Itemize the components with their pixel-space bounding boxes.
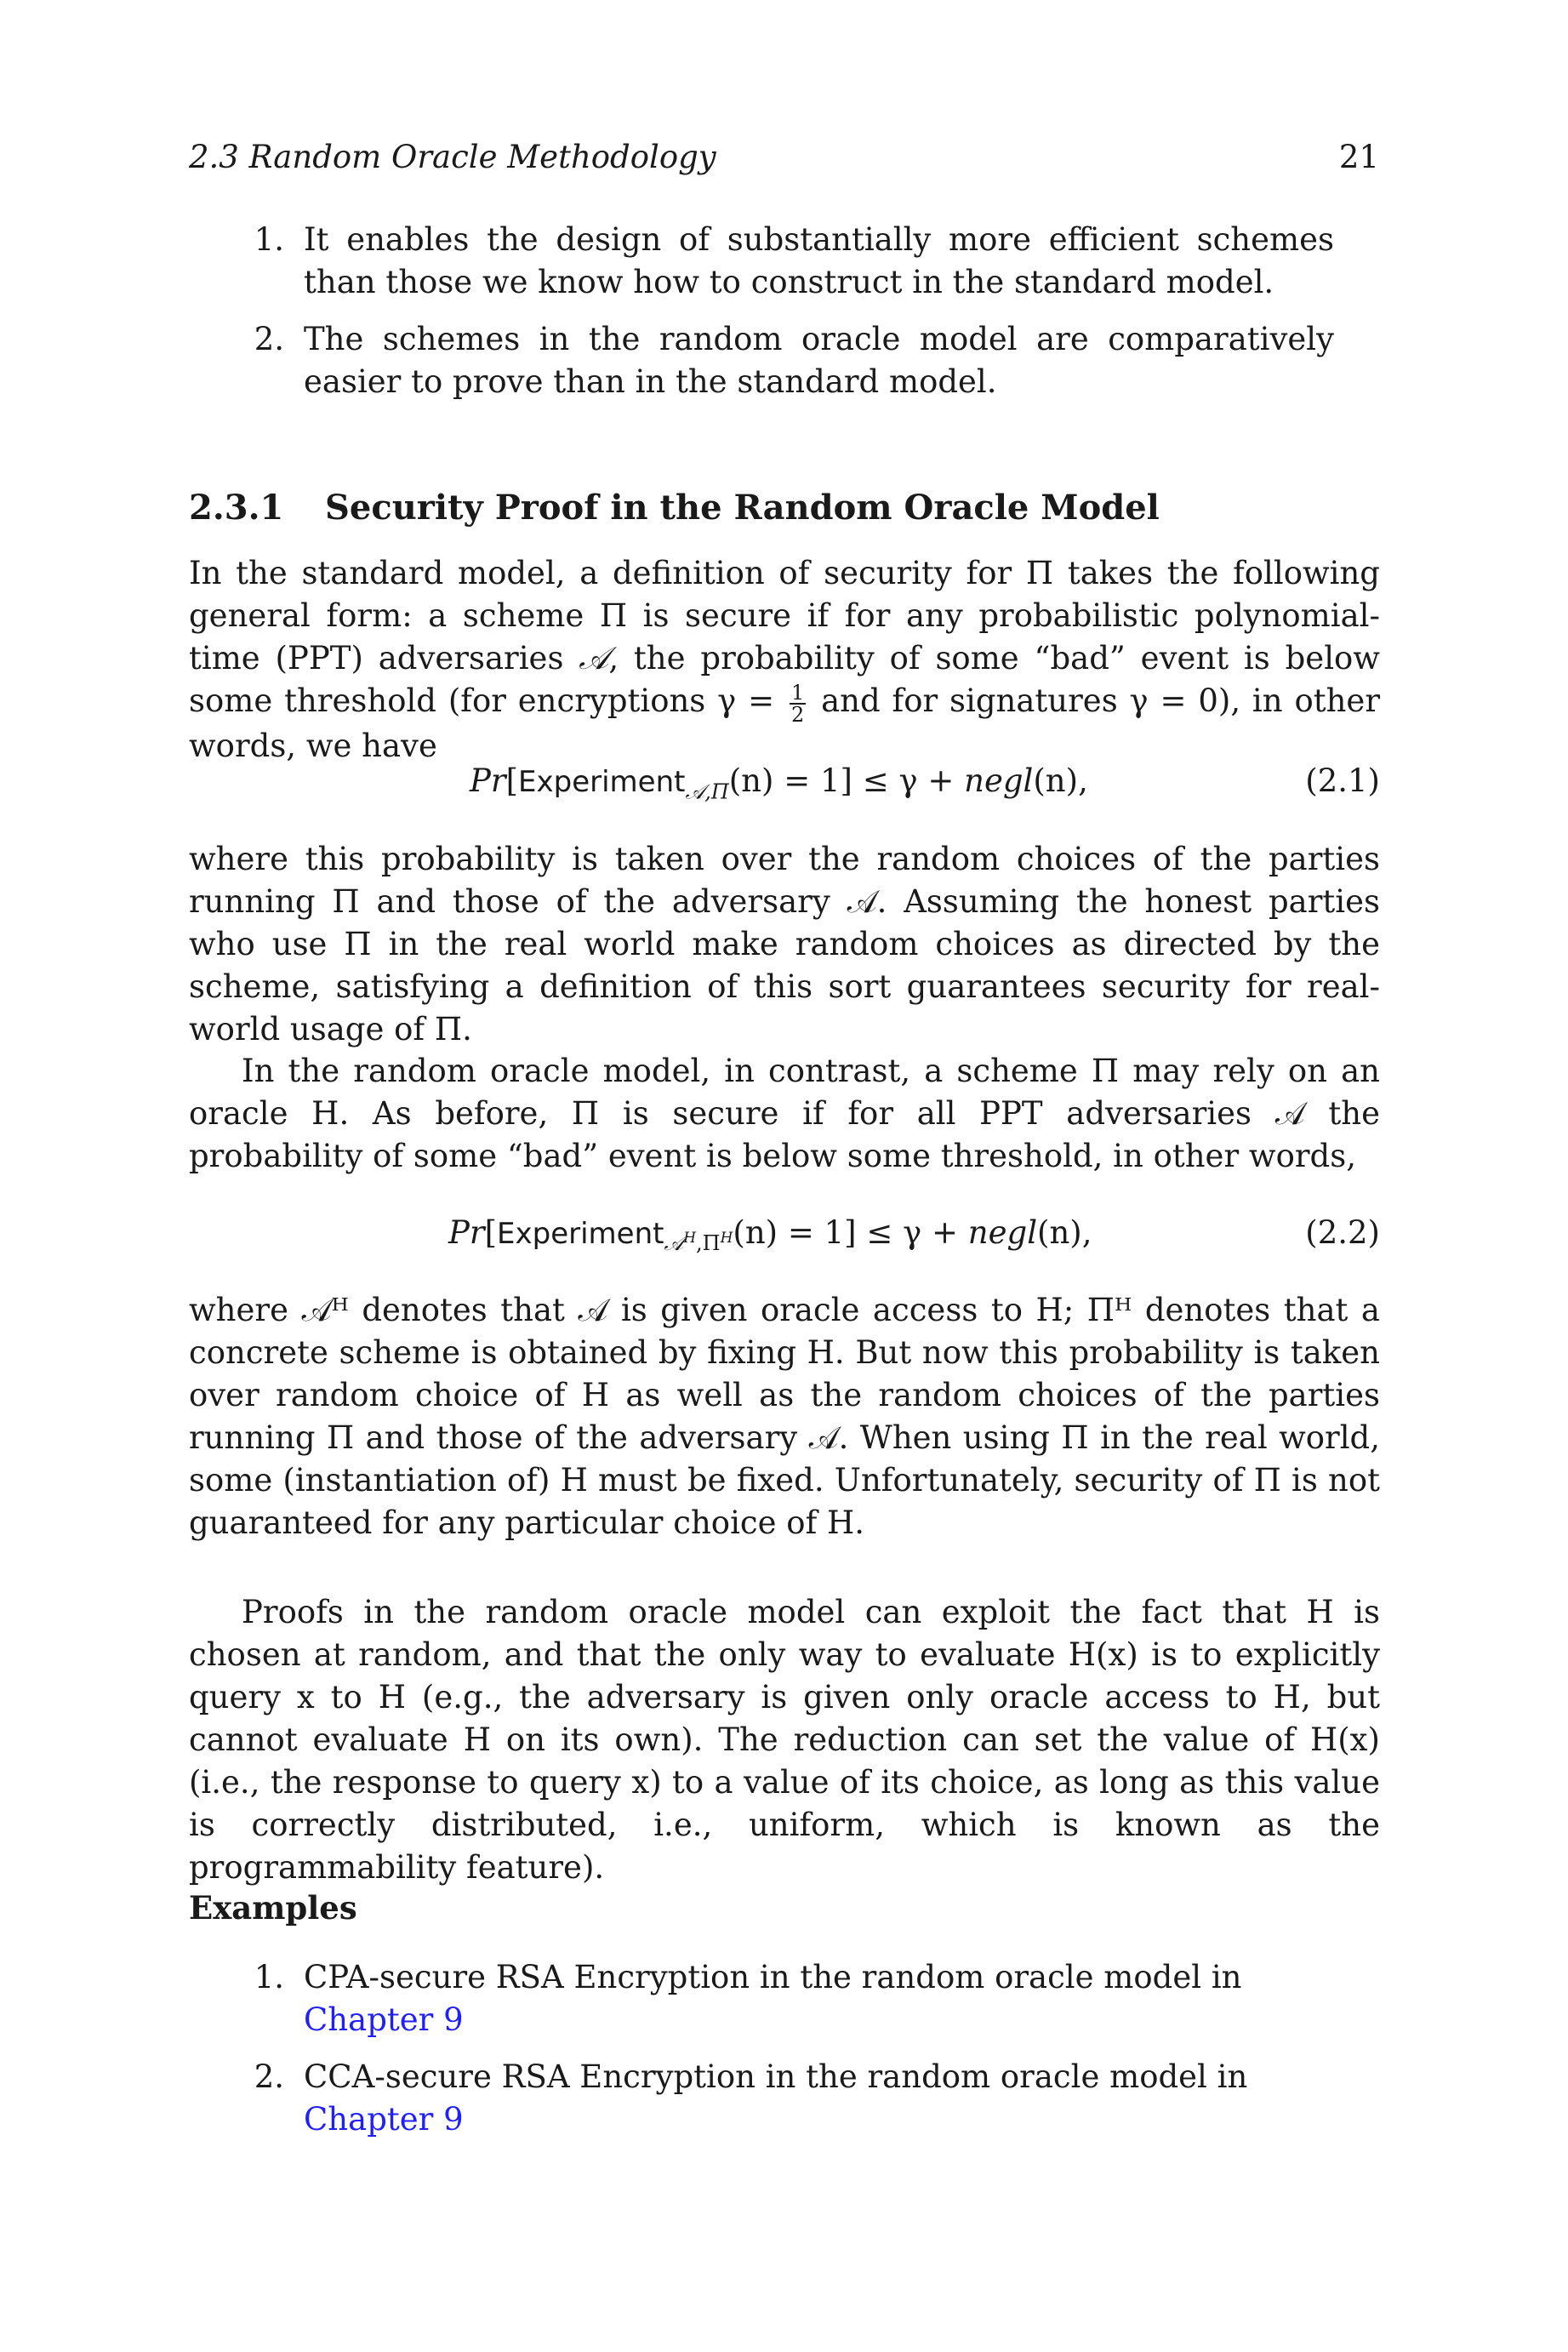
section-heading xyxy=(189,487,1160,529)
math-text: (n), xyxy=(1033,762,1088,799)
math-pr: Pr xyxy=(470,762,506,799)
list-item xyxy=(189,318,1334,403)
math-superscript: H xyxy=(683,1230,697,1247)
math-superscript: H xyxy=(720,1230,733,1247)
equation-formula: Pr[Experiment$_{𝒜^H,\Pi^H}$(n) = 1] ≤ γ + negl(n), xyxy=(448,1214,1092,1256)
list-item-body: CCA-secure RSA Encryption in the random oracle model in xyxy=(304,2058,1248,2095)
math-experiment: Experiment xyxy=(497,1217,664,1251)
equation-number: (2.2) xyxy=(1305,1214,1380,1251)
list-item-body: CPA-secure RSA Encryption in the random oracle model in xyxy=(304,1959,1242,1995)
running-title: 2.3 Random Oracle Methodology xyxy=(189,139,716,175)
list-item-text: The schemes in the random oracle model are comparatively easier to prove than in the standard model. xyxy=(304,321,1334,400)
math-subscript-pi: ,Π xyxy=(696,1231,721,1256)
math-experiment: Experiment xyxy=(518,765,686,799)
math-symbol: 𝒜 xyxy=(579,640,609,676)
list-item xyxy=(189,2056,1334,2141)
fraction-denominator: 2 xyxy=(790,702,805,727)
list-item-number: 1. xyxy=(254,221,284,258)
running-header xyxy=(189,139,1379,176)
paragraph-probability: where this probability is taken over the random choices of the parties running Π and those of the adversary 𝒜. Assuming the honest parties who use Π in the real world make random choices as directed by the scheme, satisfying a definition of this sort guarantees security for real-world usage of Π. xyxy=(189,841,1380,1048)
list-item xyxy=(189,1956,1334,2041)
paragraph-standard-model xyxy=(189,552,1380,768)
math-text: (n) = 1] ≤ γ + xyxy=(728,762,965,799)
list-item-text: It enables the design of substantially more efficient schemes than those we know how to construct in the standard model. xyxy=(304,221,1334,300)
math-negl: negl xyxy=(964,762,1034,799)
paragraph-oracle-access: where 𝒜ᴴ denotes that 𝒜 is given oracle access to H; Πᴴ denotes that a concrete scheme is obtained by fixing H. But now this probability is taken over random choice of H as well as the random choices of the parties running Π and those of the adversary 𝒜. When using Π in the real world, some (instantiation of) H must be fixed. Unfortunately, security of Π is not guaranteed for any particular choice of H. xyxy=(189,1292,1380,1541)
math-pr: Pr xyxy=(448,1214,485,1251)
paragraph-programmability: Proofs in the random oracle model can exploit the fact that H is chosen at random, and that the only way to evaluate H(x) is to explicitly query x to H (e.g., the adversary is given only oracle access to H, but cannot evaluate H on its own). The reduction can set the value of H(x) (i.e., the response to query x) to a value of its choice, as long as this value is correctly distributed, i.e., uniform, which is known as the programmability feature). xyxy=(189,1594,1380,1886)
paragraph-text: and for signatures γ = 0), in other words, we have xyxy=(189,682,1381,764)
fraction-numerator: 1 xyxy=(790,680,805,705)
list-item-number: 1. xyxy=(254,1959,284,1995)
list-item-number: 2. xyxy=(254,321,284,357)
examples-heading: Examples xyxy=(189,1889,357,1927)
list-item-text xyxy=(304,2056,1334,2141)
math-subscript-a: 𝒜 xyxy=(664,1231,684,1256)
chapter-link[interactable]: Chapter 9 xyxy=(304,2001,464,2038)
paragraph-random-oracle: In the random oracle model, in contrast, a scheme Π may rely on an oracle H. As before, Π is secure if for all PPT adversaries 𝒜 the probability of some “bad” event is below some threshold, in other words, xyxy=(189,1053,1380,1174)
math-negl: negl xyxy=(967,1214,1038,1251)
chapter-link[interactable]: Chapter 9 xyxy=(304,2101,464,2138)
equation-number: (2.1) xyxy=(1305,762,1380,799)
paragraph-text: , the probability of some “bad” event is below some threshold (for encryptions γ = xyxy=(189,640,1380,719)
section-number: 2.3.1 xyxy=(189,488,284,528)
math-subscript: 𝒜,Π xyxy=(685,779,729,804)
equation-formula: Pr[Experiment$_{𝒜,\Pi}$(n) = 1] ≤ γ + negl(n), xyxy=(470,762,1088,804)
math-subscript xyxy=(664,1231,733,1255)
math-text: (n) = 1] ≤ γ + xyxy=(733,1214,968,1251)
list-item-text xyxy=(304,1956,1334,2041)
math-text: (n), xyxy=(1037,1214,1092,1251)
paragraph-text: In the standard model, a definition of security for Π takes the following general form: a scheme Π is secure if for any probabilistic polynomial-time (PPT) adversaries xyxy=(189,555,1380,676)
list-item-number: 2. xyxy=(254,2058,284,2095)
examples-list xyxy=(189,1956,1334,2141)
intro-list xyxy=(189,219,1334,403)
fraction xyxy=(790,682,806,725)
page-number: 21 xyxy=(1338,139,1379,175)
list-item xyxy=(189,219,1334,304)
section-title: Security Proof in the Random Oracle Model xyxy=(325,488,1160,528)
